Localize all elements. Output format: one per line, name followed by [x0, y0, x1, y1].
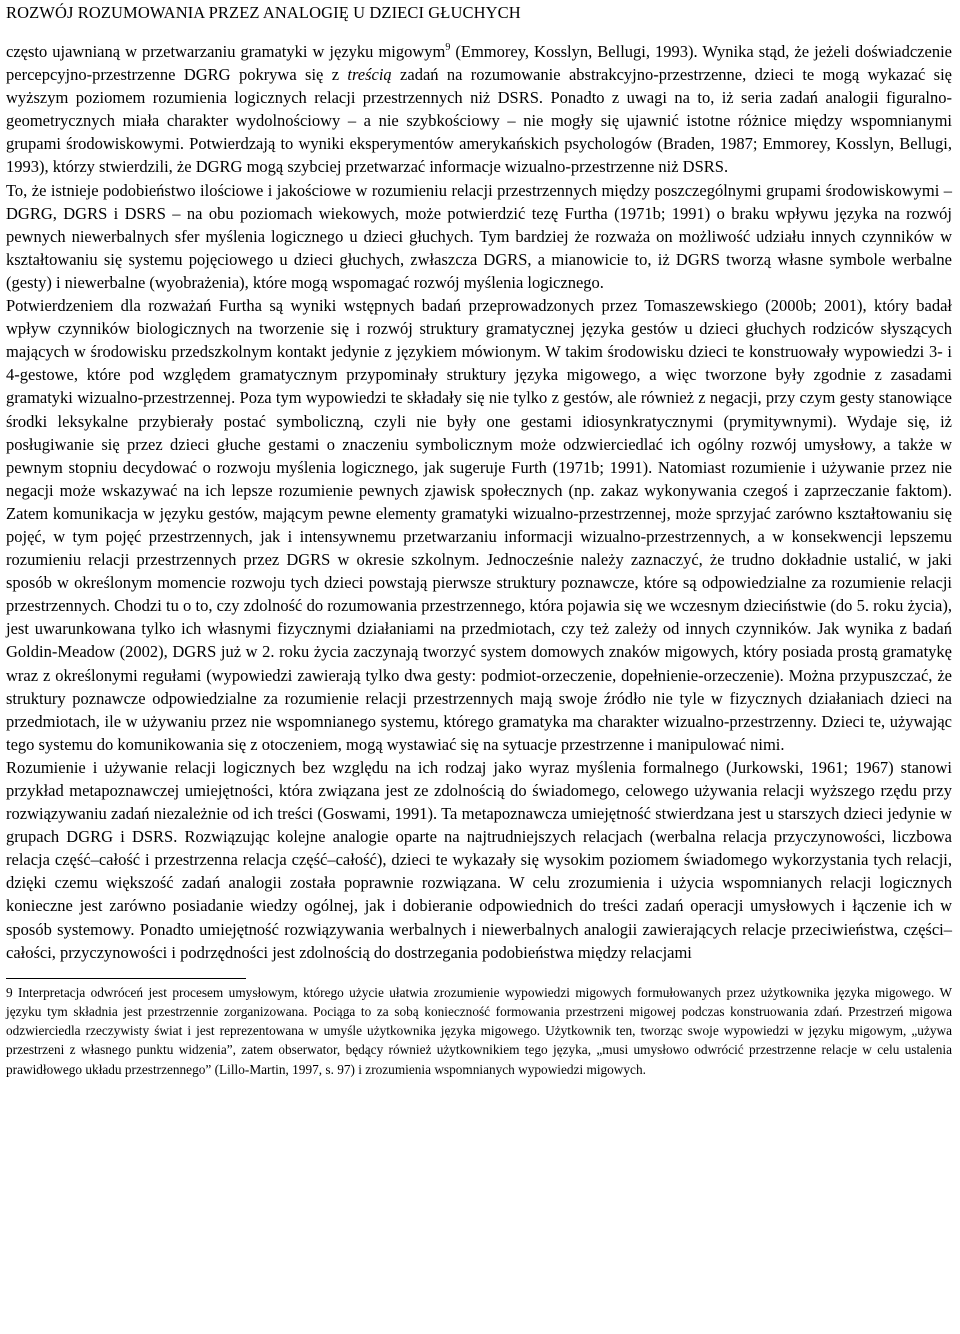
- running-header: ROZWÓJ ROZUMOWANIA PRZEZ ANALOGIĘ U DZIECI GŁUCHYCH: [6, 3, 521, 22]
- footnote-divider: [6, 978, 246, 979]
- paragraph-4: Rozumienie i używanie relacji logicznych bez względu na ich rodzaj jako wyraz myślenia formalnego (Jurkowski, 1961; 1967) stanowi przykład metapoznawczej umiejętności, która związana jest ze zdolnością do świadomego, celowego używania relacji wyższego rzędu przy rozwiązywaniu zadań niezależnie od ich treści (Goswami, 1991). Ta metapoznawcza umiejętność stwierdzana jest u starszych dzieci jedynie w grupach DGRG i DSRS. Rozwiązując kolejne analogie oparte na najtrudniejszych relacjach (werbalna relacja przyczynowości, liczbowa relacja część–całość i przestrzenna relacja część–całość), dzieci te wykazały się wysokim poziomem świadomego wykorzystania tych relacji, dzięki czemu większość zadań analogii została poprawnie rozwiązana. W celu zrozumienia i użycia wspomnianych relacji logicznych konieczne jest zarówno posiadanie wiedzy ogólnej, jak i dobieranie odpowiednich do treści zadań operacji umysłowych i łączenie ich w sposób systemowy. Ponadto umiejętność rozwiązywania werbalnych i niewerbalnych analogii zawierających relacje przeciwieństwa, części–całości, przyczynowości i podrzędności jest zdolnością do dostrzegania podobieństwa między relacjami: [6, 757, 952, 962]
- footnote-reference[interactable]: 9: [445, 42, 451, 53]
- body-text: [6, 40, 952, 964]
- paragraph-3: Potwierdzeniem dla rozważań Furtha są wyniki wstępnych badań przeprowadzonych przez Tomaszewskiego (2000b; 2001), który badał wpływ czynników biologicznych na tworzenie się i rozwój struktury gramatycznej języka gestów u dzieci głuchych rodziców słyszących mających w środowisku przedszkolnym kontakt jedynie z językiem mówionym. W takim środowisku dzieci te konstruowały wypowiedzi 3- i 4-gestowe, które pod względem gramatycznym przypominały struktury języka migowego, a więc tworzone były zgodnie z zasadami gramatyki wizualno-przestrzennej. Poza tym wypowiedzi te składały się nie tylko z gestów, ale również z negacji, przy czym gesty stanowiące środki leksykalne przybierały postać symboliczną, czyli nie były one gestami idiosynkratycznymi (prymitywnymi). Wydaje się, iż posługiwanie się przez dzieci głuche gestami o znaczeniu symbolicznym może odzwierciedlać ich ogólny rozwój umysłowy, a także w pewnym stopniu decydować o rozwoju myślenia logicznego, jak sugeruje Furth (1971b; 1991). Natomiast rozumienie i używanie przez nie negacji może wskazywać na ich lepsze rozumienie pewnych zjawisk społecznych (np. zakaz wykonywania czegoś i zaprzeczanie faktom). Zatem komunikacja w języku gestów, mającym pewne elementy gramatyki wizualno-przestrzennej, może sprzyjać zarówno kształtowaniu się pojęć, w tym pojęć przestrzennych, jak i intensywnemu przetwarzaniu informacji wizualno-przestrzennych, a w konsekwencji lepszemu rozumieniu relacji przestrzennych przez DGRS w okresie szkolnym. Jednocześnie należy zaznaczyć, że trudno dokładnie ustalić, w jaki sposób w określonym momencie rozwoju tych dzieci powstają pierwsze struktury poznawcze, które są odpowiedzialne za rozumienie relacji przestrzennych. Chodzi tu o to, czy zdolność do rozumowania przestrzennego, która pojawia się we wczesnym dzieciństwie (do 5. roku życia), jest uwarunkowana tylko ich własnymi fizycznymi działaniami na przedmiotach, czy też zależy od innych czynników. Jak wynika z badań Goldin-Meadow (2002), DGRS już w 2. roku życia zaczynają tworzyć system domowych znaków migowych, który posiada prostą gramatykę wraz z określonymi regułami (wypowiedzi zawierają tylko dwa gesty: podmiot-orzeczenie, dopełnienie-orzeczenie). Można przypuszczać, że struktury poznawcze odpowiedzialne za rozumienie relacji przestrzennych mają swoje źródło nie tyle w fizycznych działaniach dzieci na przedmiotach, ile w używaniu przez nie wspomnianego systemu, którego gramatyka ma charakter wizualno-przestrzenny. Dzieci te, używając tego systemu do komunikowania się z otoczeniem, mogą wystawiać się na sytuacje przestrzenne i manipulować nimi.: [6, 296, 952, 754]
- paragraph-1-part-b: (Emmorey, Kosslyn, Bellugi, 1993). Wynika stąd, że jeżeli doświadczenie percepcyjno-przestrzenne DGRG pokrywa się z: [6, 42, 952, 85]
- footnote-text: 9 Interpretacja odwróceń jest procesem umysłowym, którego użycie ułatwia zrozumienie wypowiedzi migowych formułowanych przez użytkownika języka migowego. W języku tym składnia jest przestrzennie zorganizowana. Pociąga to za sobą konieczność formowania przestrzeni migowej podczas konstruowania zdań. Przestrzeń migowa odzwierciedla rzeczywisty świat i jest reprezentowana w umyśle użytkownika języka migowego. Użytkownik ten, tworząc swoje wypowiedzi w języku migowym, „używa przestrzeni z własnego punktu widzenia”, zatem obserwator, będący również użytkownikiem tego języka, „musi umysłowo odwrócić przestrzenne relacje w celu ustalenia prawidłowego układu przestrzennego” (Lillo-Martin, 1997, s. 97) i zrozumienia wspomnianych wypowiedzi migowych.: [6, 984, 952, 1077]
- emphasized-word: treścią: [347, 65, 392, 85]
- paragraph-2: To, że istnieje podobieństwo ilościowe i jakościowe w rozumieniu relacji przestrzennych między poszczególnymi grupami środowiskowymi – DGRG, DGRS i DSRS – na obu poziomach wiekowych, może potwierdzić tezę Furtha (1971b; 1991) o braku wpływu języka na rozwój pewnych niewerbalnych sfer myślenia logicznego u dzieci głuchych. Tym bardziej że rozważa on możliwość udziału innych czynników w kształtowaniu się systemu pojęciowego u dzieci głuchych, zwłaszcza DGRS, a mianowicie to, iż DGRS tworzą własne symbole werbalne (gesty) i niewerbalne (wyobrażenia), które mogą wspomagać rozwój myślenia logicznego.: [6, 180, 952, 292]
- paragraph-1-part-a: często ujawnianą w przetwarzaniu gramatyki w języku migowym: [6, 42, 446, 61]
- document-page: [6, 2, 952, 1079]
- paragraph-1-part-c: zadań na rozumowanie abstrakcyjno-przestrzenne, dzieci te mogą wykazać się wyższym poziomem rozumienia logicznych relacji przestrzennych niż DSRS. Ponadto z uwagi na to, iż seria zadań analogii figuralno-geometrycznych miała charakter wydolnościowy – a nie szybkościowy – nie mogły się ujawnić istotne różnice między wspomnianymi grupami środowiskowymi. Potwierdzają to wyniki eksperymentów amerykańskich psychologów (Braden, 1987; Emmorey, Kosslyn, Bellugi, 1993), którzy stwierdzili, że DGRG mogą szybciej przetwarzać informacje wizualno-przestrzenne niż DSRS.: [6, 65, 952, 177]
- paragraph-1: [6, 40, 952, 179]
- footnote: [6, 983, 952, 1079]
